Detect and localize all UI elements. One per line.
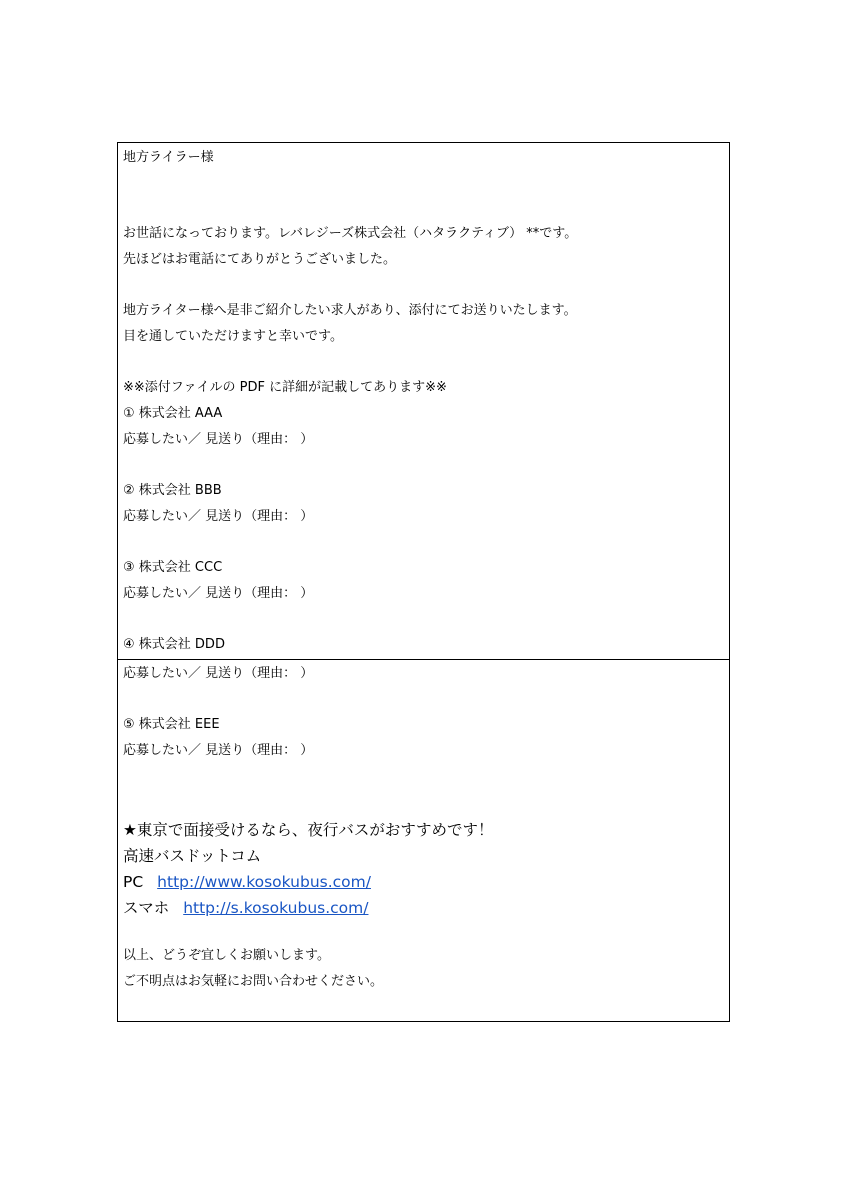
bus-headline: ★東京で面接受けるなら、夜行バスがおすすめです！ [123, 821, 494, 839]
company-response-2: 応募したい／ 見送り（理由： ） [123, 509, 314, 524]
company-label-1: ① 株式会社 AAA [123, 406, 223, 421]
pc-label: PC [123, 873, 144, 891]
company-label-4: ④ 株式会社 DDD [123, 637, 225, 652]
company-response-5: 応募したい／ 見送り（理由： ） [123, 743, 314, 758]
bus-service-name: 高速バスドットコム [123, 847, 262, 865]
closing-line-1: 以上、どうぞ宜しくお願いします。 [123, 948, 330, 963]
pc-url-link[interactable]: http://www.kosokubus.com/ [157, 873, 371, 891]
attachment-note: ※※添付ファイルの PDF に詳細が記載してあります※※ [123, 380, 447, 395]
sp-link-row [123, 897, 368, 919]
company-label-2: ② 株式会社 BBB [123, 483, 222, 498]
intro-line-1: 地方ライター様へ是非ご紹介したい求人があり、添付にてお送りいたします。 [123, 303, 577, 318]
closing-line-2: ご不明点はお気軽にお問い合わせください。 [123, 974, 384, 989]
company-response-3: 応募したい／ 見送り（理由： ） [123, 586, 314, 601]
company-label-5: ⑤ 株式会社 EEE [123, 717, 220, 732]
pc-link-row [123, 871, 371, 893]
letter-box-page2 [117, 659, 730, 1022]
company-label-3: ③ 株式会社 CCC [123, 560, 223, 575]
sp-url-link[interactable]: http://s.kosokubus.com/ [183, 899, 369, 917]
greeting-line-2: 先ほどはお電話にてありがとうございました。 [123, 252, 397, 267]
salutation: 地方ライラー様 [123, 150, 214, 165]
company-response-4: 応募したい／ 見送り（理由： ） [123, 666, 314, 681]
intro-line-2: 目を通していただけますと幸いです。 [123, 329, 343, 344]
letter-box-page1 [117, 142, 730, 660]
sp-label: スマホ [123, 899, 170, 917]
greeting-line-1: お世話になっております。レバレジーズ株式会社（ハタラクティブ） **です。 [123, 226, 578, 241]
company-response-1: 応募したい／ 見送り（理由： ） [123, 432, 314, 447]
